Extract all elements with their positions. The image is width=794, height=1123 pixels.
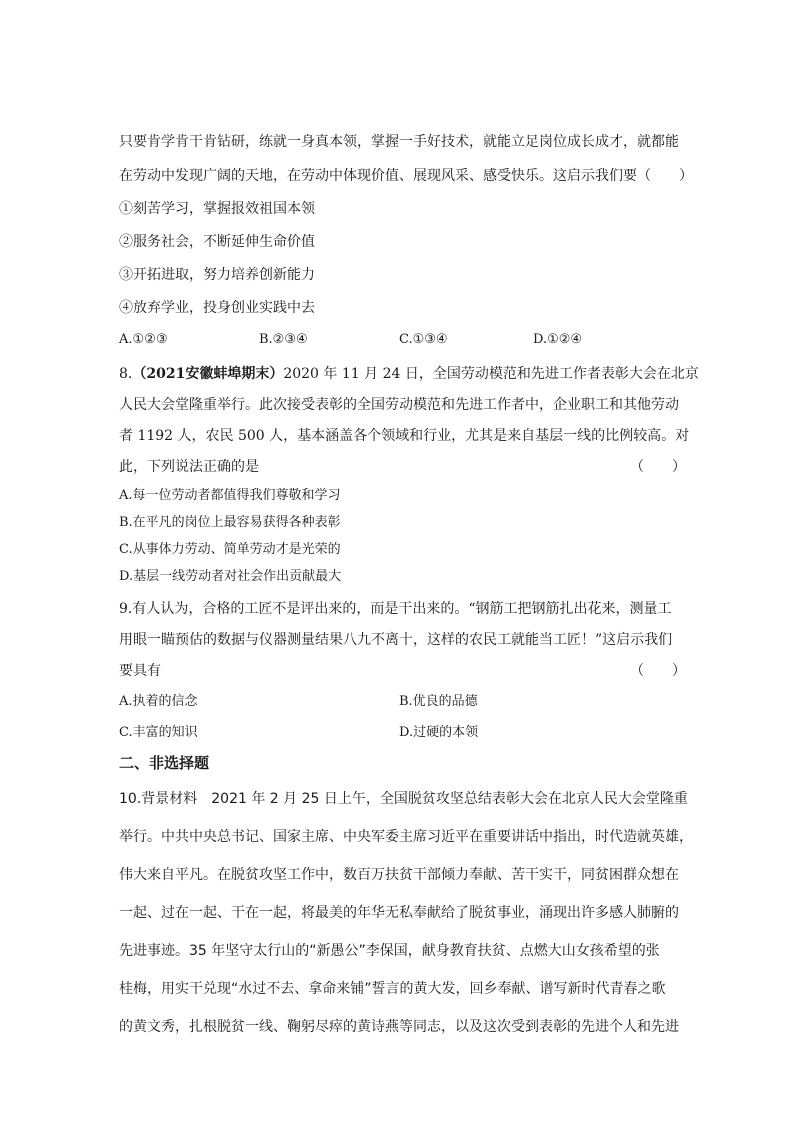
q10-line-3: 伟大来自平凡。在脱贫攻坚工作中，数百万扶贫干部倾力奉献、苦干实干，同贫困群众想在 <box>119 867 679 883</box>
q7-option-c: C.①③④ <box>399 332 448 347</box>
q8-source: （2021安徽蚌埠期末） <box>132 366 284 382</box>
q7-stem-line-1: 只要肯学肯干肯钻研，练就一身真本领，掌握一手好技术，就能立足岗位成长成才，就都能 <box>119 134 679 150</box>
q10-line-4: 一起、过在一起、干在一起，将最美的年华无私奉献给了脱贫事业，涌现出许多感人肺腑的 <box>119 905 679 921</box>
q7-option-a: A.①②③ <box>119 332 168 347</box>
q7-item-3: ③开拓进取，努力培养创新能力 <box>119 267 315 283</box>
q7-option-d: D.①②④ <box>533 332 583 347</box>
q8-option-a: A.每一位劳动者都值得我们尊敬和学习 <box>119 488 341 503</box>
q9-option-b: B.优良的品德 <box>399 694 478 709</box>
q7-item-4: ④放弃学业，投身创业实践中去 <box>119 300 315 316</box>
q8-stem-line-3: 者 1192 人，农民 500 人，基本涵盖各个领域和行业，尤其是来自基层一线的比例较高。对 <box>119 428 690 444</box>
q10-line-1: 10.背景材料 2021 年 2 月 25 日上午，全国脱贫攻坚总结表彰大会在北京人民大会堂隆重 <box>119 791 688 807</box>
q7-option-b: B.②③④ <box>259 332 308 347</box>
q9-stem-line-1: 9.有人认为，合格的工匠不是评出来的，而是干出来的。“钢筋工把钢筋扎出花来，测量工 <box>119 601 672 617</box>
q9-option-d: D.过硬的本领 <box>399 725 479 740</box>
q10-line-5: 先进事迹。35 年坚守太行山的“新愚公”李保国，献身教育扶贫、点燃大山女孩希望的张 <box>119 943 660 959</box>
section-heading-nonchoice: 二、非选择题 <box>119 754 210 772</box>
q8-option-d: D.基层一线劳动者对社会作出贡献最大 <box>119 569 342 584</box>
q9-option-a: A.执着的信念 <box>119 694 198 709</box>
q9-answer-paren: （ ） <box>630 663 686 679</box>
q8-option-b: B.在平凡的岗位上最容易获得各种表彰 <box>119 515 341 530</box>
q7-stem-line-2: 在劳动中发现广阔的天地，在劳动中体现价值、展现风采、感受快乐。这启示我们要（ ） <box>119 168 693 184</box>
q7-item-1: ①刻苦学习，掌握报效祖国本领 <box>119 201 315 217</box>
q8-stem-line-4: 此，下列说法正确的是 <box>119 459 259 475</box>
q9-option-c: C.丰富的知识 <box>119 725 198 740</box>
q10-line-7: 的黄文秀，扎根脱贫一线、鞠躬尽瘁的黄诗燕等同志，以及这次受到表彰的先进个人和先进 <box>119 1019 679 1035</box>
q10-line-2: 举行。中共中央总书记、国家主席、中央军委主席习近平在重要讲话中指出，时代造就英雄， <box>119 829 693 845</box>
q8-number: 8. <box>119 366 133 382</box>
q8-answer-paren: （ ） <box>630 459 686 475</box>
q9-stem-line-2: 用眼一瞄预估的数据与仪器测量结果八九不离十，这样的农民工就能当工匠！”这启示我们 <box>119 632 673 648</box>
q8-stem-line-1 <box>119 365 699 383</box>
q8-option-c: C.从事体力劳动、简单劳动才是光荣的 <box>119 542 341 557</box>
q7-item-2: ②服务社会，不断延伸生命价值 <box>119 234 315 250</box>
q8-stem-line-2: 人民大会堂隆重举行。此次接受表彰的全国劳动模范和先进工作者中，企业职工和其他劳动 <box>119 397 679 413</box>
q8-stem-line-1-text: 2020 年 11 月 24 日，全国劳动模范和先进工作者表彰大会在北京 <box>283 366 699 382</box>
q10-line-6: 桂梅，用实干兑现“水过不去、拿命来铺”誓言的黄大发，回乡奉献、谱写新时代青春之歌 <box>119 981 666 997</box>
q9-stem-line-3: 要具有 <box>119 663 161 679</box>
